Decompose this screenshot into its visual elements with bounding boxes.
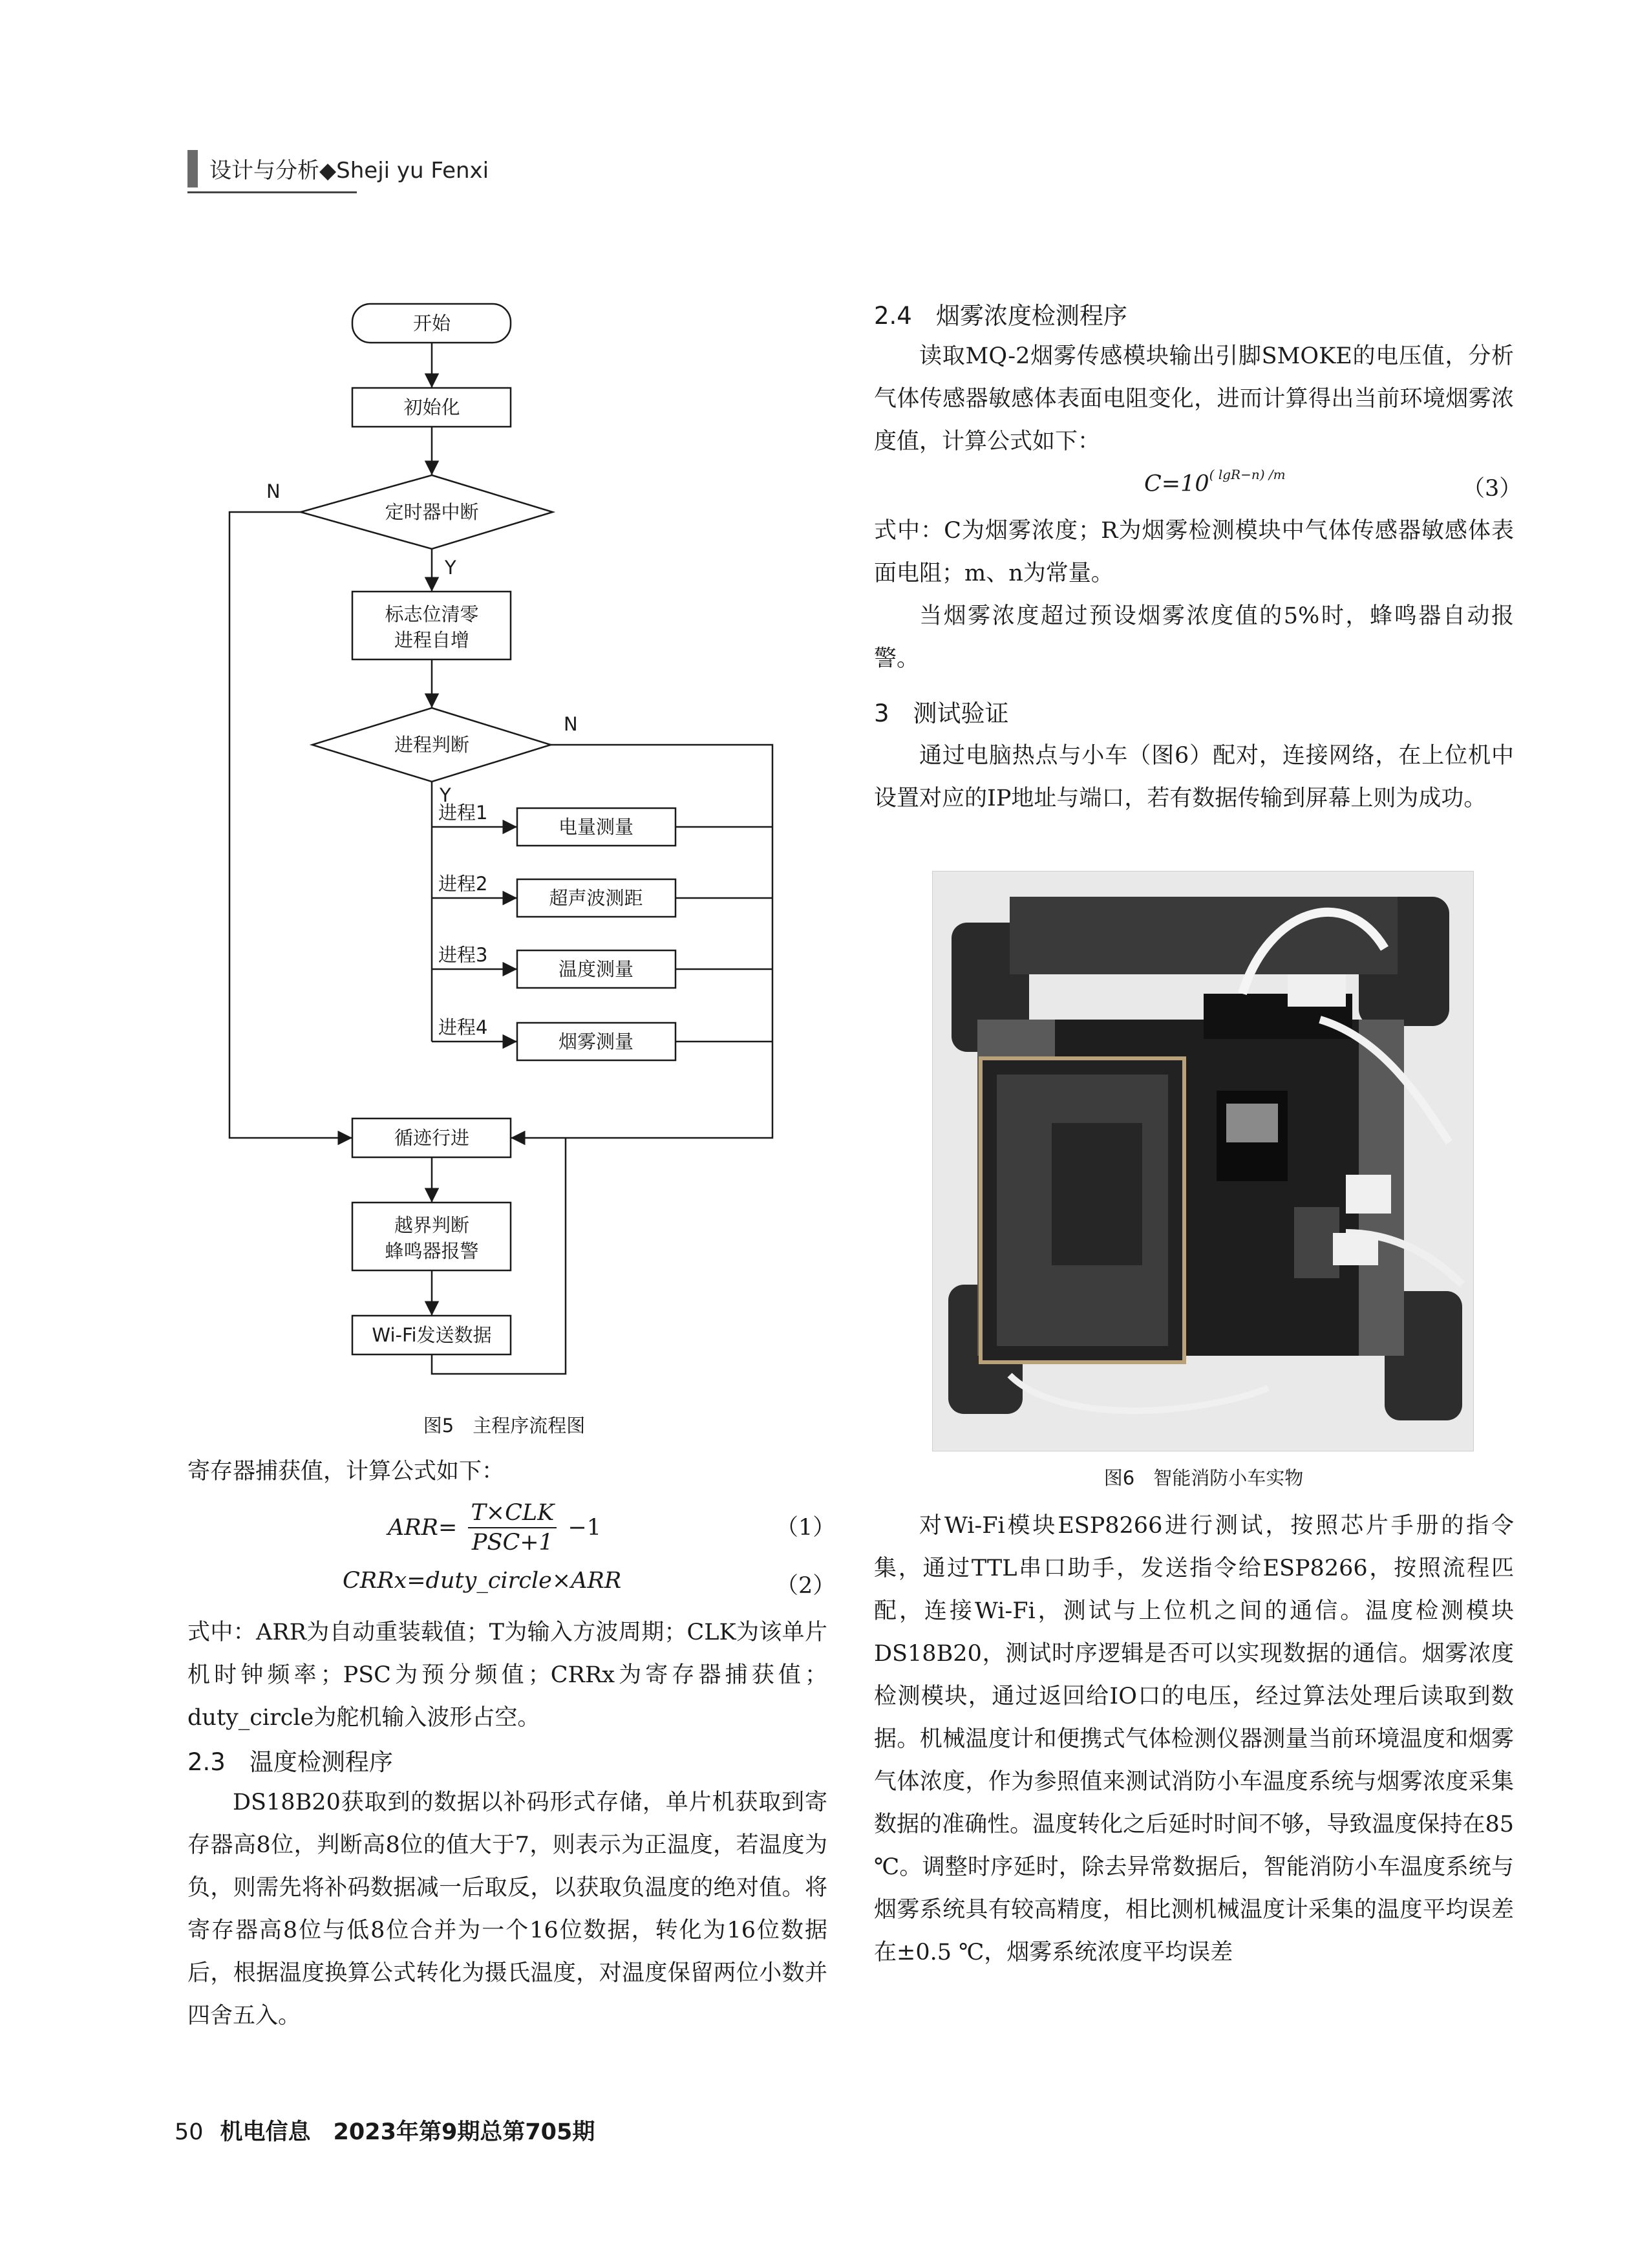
process3-label: 进程3 <box>438 944 488 966</box>
left-para-2: 式中：ARR为自动重装载值；T为输入方波周期；CLK为该单片机时钟频率；PSC为预分频值；CRRx为寄存器捕获值；duty_circle为舵机输入波形占空。 <box>187 1620 827 1731</box>
right-para-5: 对Wi-Fi模块ESP8266进行测试，按照芯片手册的指令集，通过TTL串口助手，发送指令给ESP8266，按照流程匹配，连接Wi-Fi，测试与上位机之间的通信。温度检测模块DS18B20，测试时序逻辑是否可以实现数据的通信。烟雾浓度检测模块，通过返回给IO口的电压，经过算法处理后读取到数据。机械温度计和便携式气体检测仪器测量当前环境温度和烟雾气体浓度，作为参照值来测试消防小车温度系统与烟雾浓度采集数据的准确性。温度转化之后延时时间不够，导致温度保持在85 ℃。调整时序延时，除去异常数据后，智能消防小车温度系统与烟雾系统具有较高精度，相比测机械温度计采集的温度平均误差在±0.5 ℃，烟雾系统浓度平均误差 <box>874 1513 1514 1965</box>
flag-label-2: 进程自增 <box>394 629 470 651</box>
bound-label-2: 蜂鸣器报警 <box>385 1240 479 1262</box>
formula-1-denominator: PSC+1 <box>471 1530 553 1556</box>
judge-label: 进程判断 <box>394 734 470 756</box>
figure-5-flowchart <box>194 284 840 1409</box>
left-para-3: DS18B20获取到的数据以补码形式存储，单片机获取到寄存器高8位，判断高8位的值大于7，则表示为正温度，若温度为负，则需先将补码数据减一后取反，以获取负温度的绝对值。将寄存器高8位与低8位合并为一个16位数据，转化为16位数据后，根据温度换算公式转化为摄氏温度，对温度保留两位小数并四舍五入。 <box>187 1790 827 2029</box>
process2-label: 进程2 <box>438 873 488 895</box>
eq-number-3: （3） <box>1462 476 1522 502</box>
formula-3-exponent: ( lgR−n) /m <box>1209 467 1286 482</box>
task2-label: 超声波测距 <box>549 887 643 909</box>
formula-1-numerator: T×CLK <box>468 1499 557 1528</box>
header-bar <box>187 150 198 187</box>
journal-info: 机电信息 2023年第9期总第705期 <box>220 2119 595 2145</box>
eq-number-2: （2） <box>776 1573 836 1599</box>
task4-label: 烟雾测量 <box>558 1031 634 1053</box>
process1-label: 进程1 <box>438 802 488 824</box>
section-2-4-heading: 2.4 烟雾浓度检测程序 <box>874 302 1127 330</box>
eq-number-1: （1） <box>776 1515 836 1541</box>
flag-label-1: 标志位清零 <box>385 603 479 625</box>
formula-3 <box>1144 467 1286 497</box>
section-3-heading: 3 测试验证 <box>874 700 1009 727</box>
task3-label: 温度测量 <box>558 958 634 980</box>
bound-label-1: 越界判断 <box>394 1214 470 1236</box>
judge-yes-label: Y <box>440 784 451 806</box>
process4-label: 进程4 <box>438 1016 488 1038</box>
header-text: 设计与分析◆Sheji yu Fenxi <box>209 158 489 184</box>
formula-3-base: C=10 <box>1144 471 1209 497</box>
timer-no-label: N <box>266 480 281 502</box>
task1-label: 电量测量 <box>558 816 634 838</box>
page-footer <box>175 2114 595 2146</box>
right-para-1: 读取MQ-2烟雾传感模块输出引脚SMOKE的电压值，分析气体传感器敏感体表面电阻变化，进而计算得出当前环境烟雾浓度值，计算公式如下： <box>874 343 1514 455</box>
figure-6-caption: 图6 智能消防小车实物 <box>1103 1467 1304 1489</box>
init-label: 初始化 <box>403 396 460 418</box>
page-number: 50 <box>175 2119 204 2145</box>
figure-5-caption: 图5 主程序流程图 <box>423 1415 586 1437</box>
formula-1-rhs: −1 <box>568 1515 602 1541</box>
section-2-3-heading: 2.3 温度检测程序 <box>187 1748 393 1776</box>
right-para-2: 式中：C为烟雾浓度；R为烟雾检测模块中气体传感器敏感体表面电阻；m、n为常量。 <box>874 518 1514 586</box>
wifi-label: Wi-Fi发送数据 <box>372 1324 492 1346</box>
track-label: 循迹行进 <box>394 1127 470 1149</box>
right-para-4: 通过电脑热点与小车（图6）配对，连接网络，在上位机中设置对应的IP地址与端口，若有数据传输到屏幕上则为成功。 <box>874 743 1514 811</box>
start-label: 开始 <box>412 312 451 334</box>
left-para-1: 寄存器捕获值，计算公式如下： <box>187 1459 505 1484</box>
timer-label: 定时器中断 <box>385 501 479 523</box>
header-rule <box>187 191 357 193</box>
right-para-3: 当烟雾浓度超过预设烟雾浓度值的5%时，蜂鸣器自动报警。 <box>874 603 1514 672</box>
formula-1-lhs: ARR= <box>388 1515 458 1541</box>
formula-1 <box>388 1499 601 1557</box>
judge-no-label: N <box>564 713 578 735</box>
timer-yes-label: Y <box>445 557 456 579</box>
formula-2: CRRx=duty_circle×ARR <box>343 1568 622 1594</box>
figure-6-photo <box>932 871 1474 1451</box>
